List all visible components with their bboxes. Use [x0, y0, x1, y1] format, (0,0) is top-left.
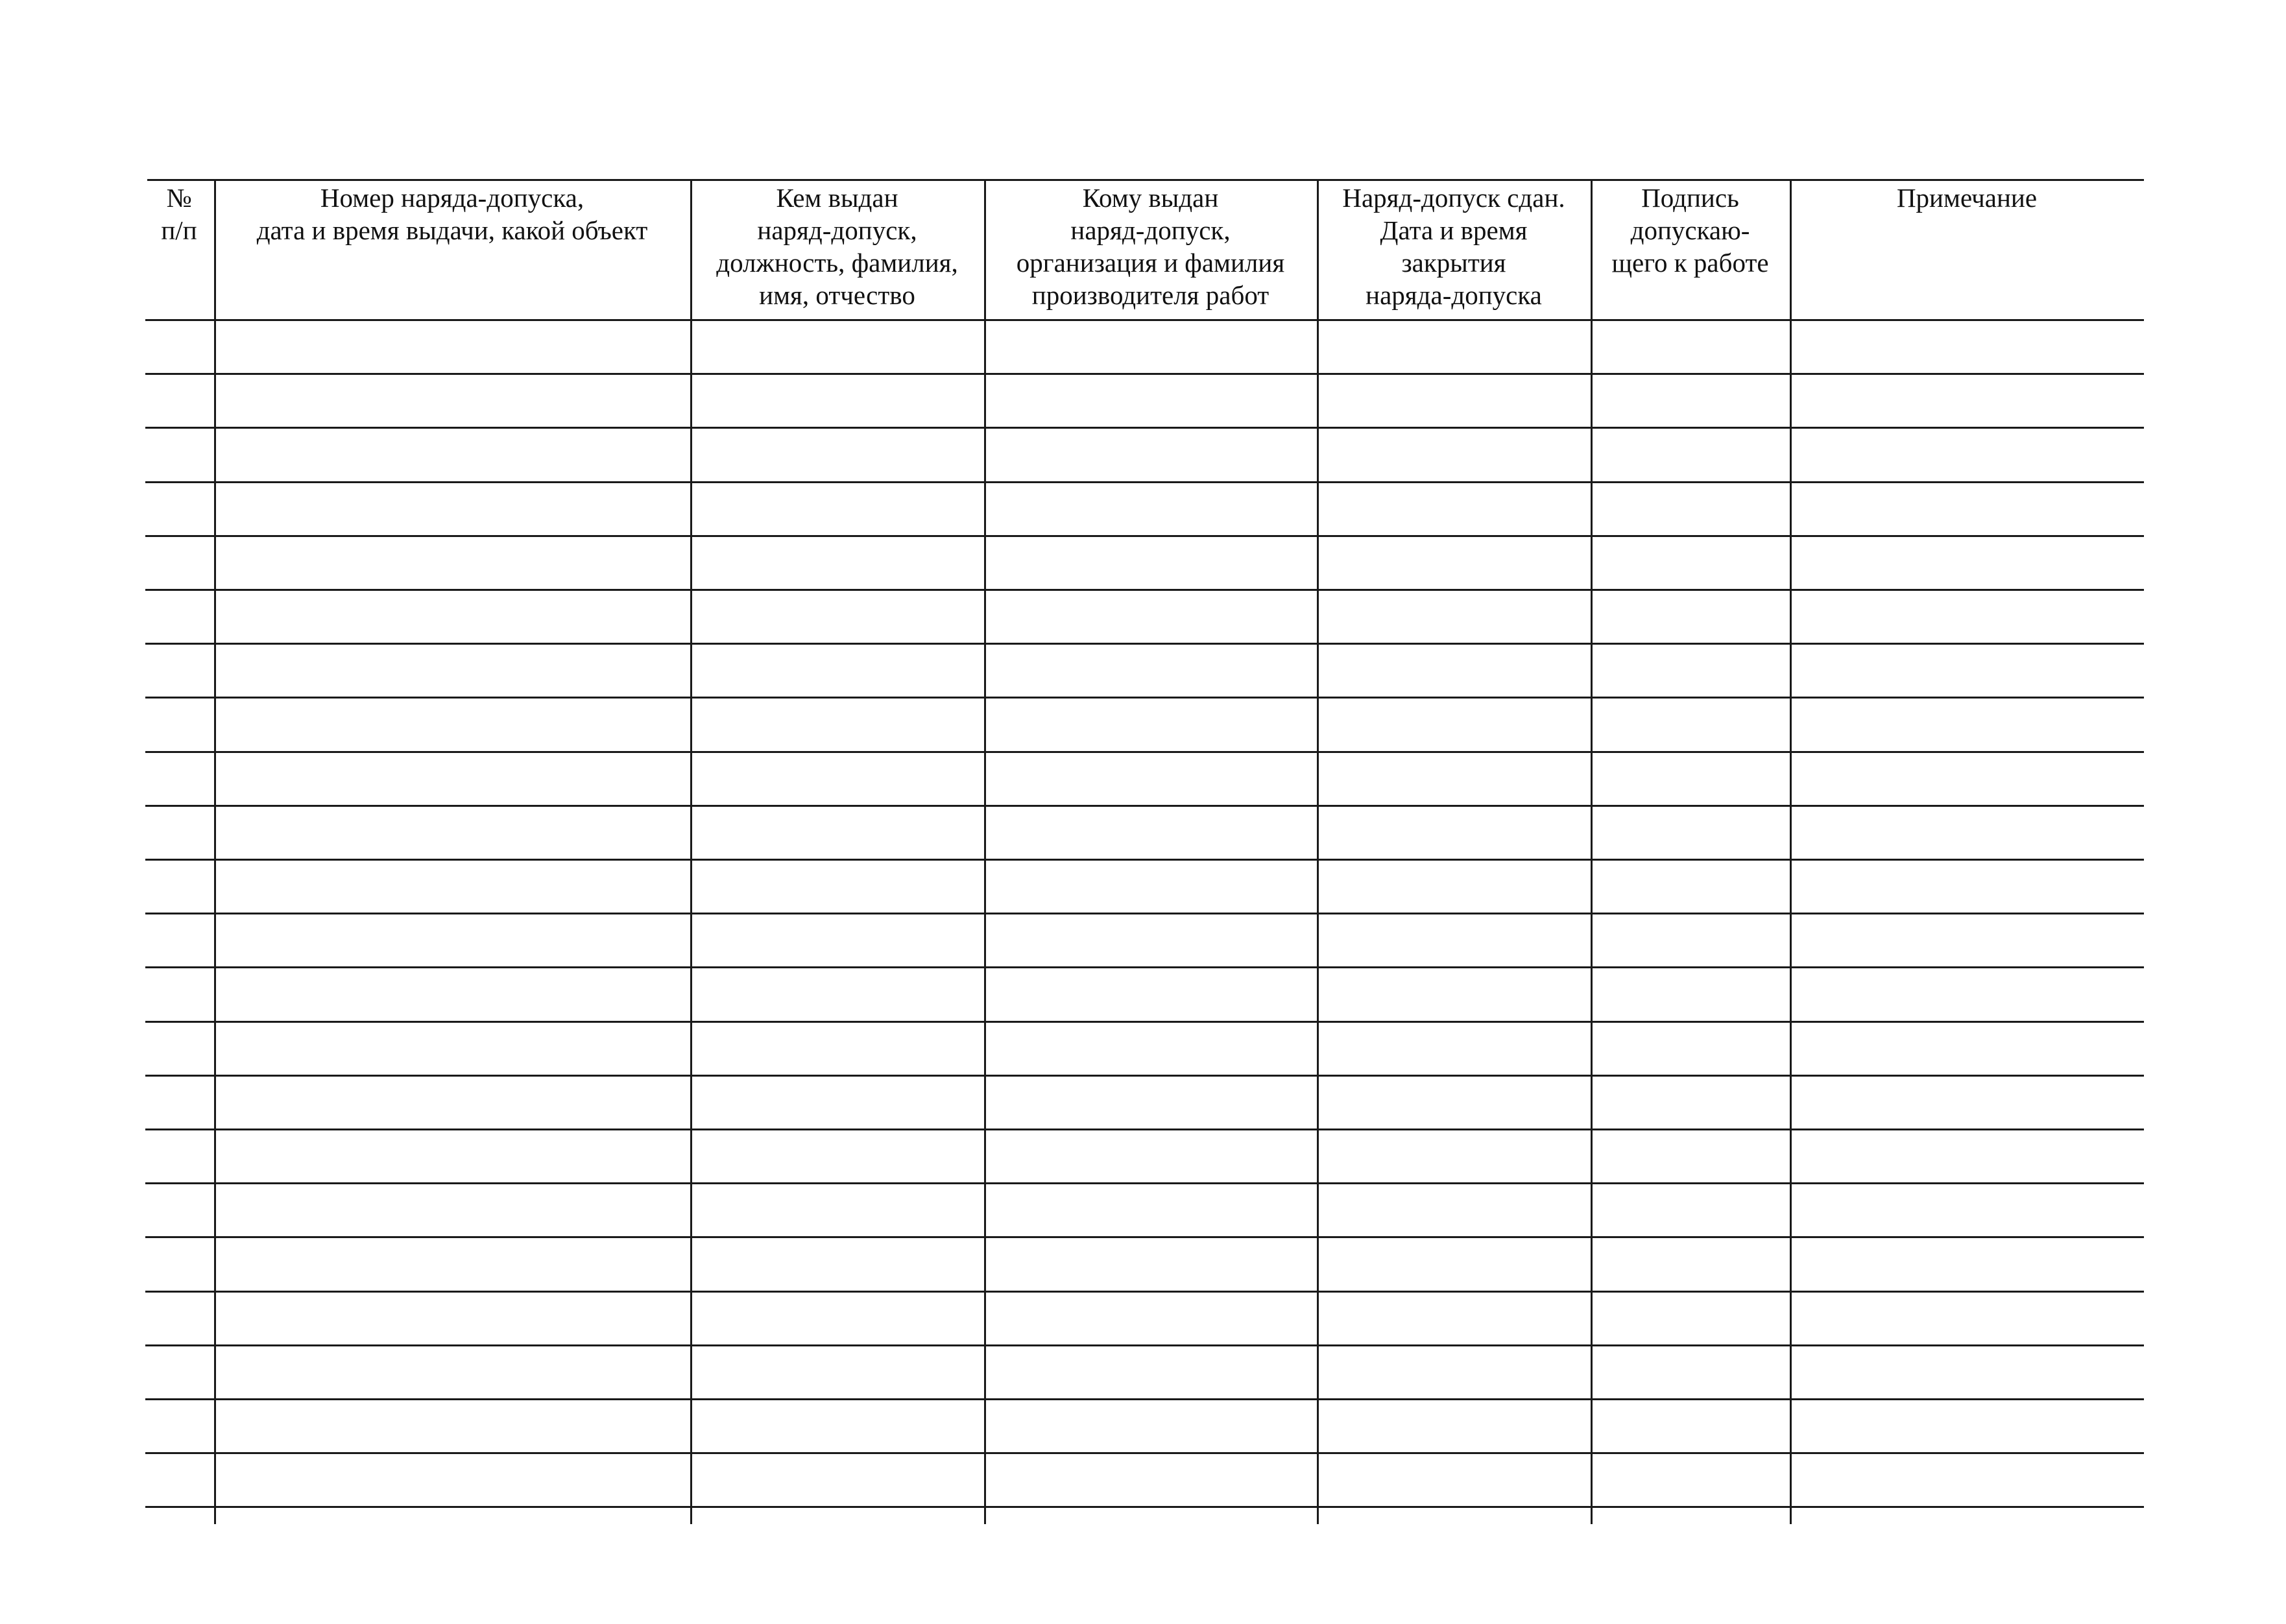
column-divider [1591, 179, 1593, 1524]
table-row [145, 859, 2144, 861]
table-row [145, 1452, 2144, 1454]
table-row [145, 1398, 2144, 1400]
table-row [145, 805, 2144, 807]
column-divider [984, 179, 986, 1524]
table-row [145, 373, 2144, 375]
table-row [145, 643, 2144, 645]
table-row [145, 427, 2144, 429]
table-row [145, 1182, 2144, 1184]
table-row [145, 481, 2144, 483]
column-divider [1317, 179, 1319, 1524]
table-row [145, 1344, 2144, 1346]
column-header-signature: Подпись допускаю- щего к работе [1611, 183, 1769, 278]
table-row [145, 697, 2144, 699]
table-row [145, 1236, 2144, 1238]
column-header-issued_by: Кем выдан наряд-допуск, должность, фамилия, имя, отчество [716, 183, 958, 310]
table-row [145, 966, 2144, 968]
table-row [145, 1506, 2144, 1508]
column-divider [214, 179, 216, 1524]
header-bottom-border [145, 319, 2144, 321]
table-row [145, 1021, 2144, 1023]
table-row [145, 589, 2144, 591]
table-row [145, 1075, 2144, 1077]
table-row [145, 1128, 2144, 1130]
column-header-closed: Наряд-допуск сдан. Дата и время закрытия наряда-допуска [1342, 183, 1565, 310]
column-header-permit: Номер наряда-допуска, дата и время выдачи, какой объект [256, 183, 648, 245]
column-divider [690, 179, 692, 1524]
column-divider [1790, 179, 1792, 1524]
column-header-issued_to: Кому выдан наряд-допуск, организация и фамилия производителя работ [1016, 183, 1285, 310]
table-row [145, 535, 2144, 537]
table-row [145, 913, 2144, 914]
table-row [145, 1291, 2144, 1293]
column-header-note: Примечание [1896, 183, 2038, 213]
table-row [145, 751, 2144, 753]
table-top-border [147, 179, 2144, 181]
column-header-num: № п/п [161, 183, 197, 245]
